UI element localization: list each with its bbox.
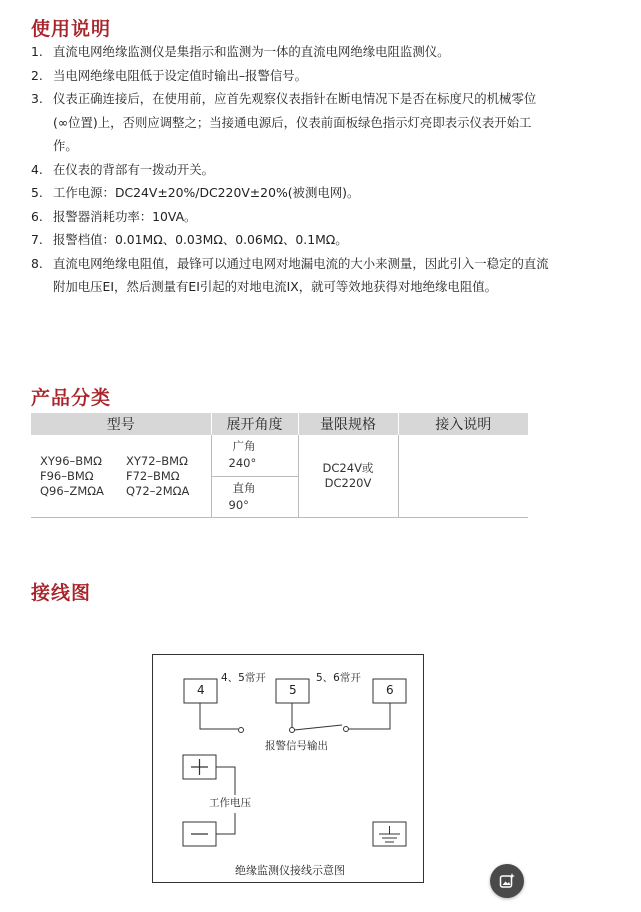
diagram-caption: 绝缘监测仪接线示意图 <box>235 864 345 877</box>
usage-item-3 <box>31 87 551 158</box>
angle-right-cell <box>211 476 298 517</box>
usage-item-number: 1. <box>31 44 43 59</box>
range-line-1: DC24V或 <box>322 460 374 475</box>
usage-item-text: 报警档值：0.01MΩ、0.03MΩ、0.06MΩ、0.1MΩ。 <box>53 232 348 247</box>
usage-item-7 <box>31 228 551 252</box>
angle-wide-cell <box>211 435 298 476</box>
usage-item-2 <box>31 64 551 88</box>
usage-item-text: 在仪表的背部有一拨动开关。 <box>53 161 215 177</box>
usage-item-number: 8. <box>31 255 43 271</box>
wire-4 <box>200 703 238 729</box>
switch-blade <box>294 725 342 730</box>
usage-item-4 <box>31 158 551 182</box>
usage-item-number: 6. <box>31 208 43 224</box>
usage-item-number: 3. <box>31 91 43 106</box>
model-name: XY72–BMΩ <box>126 453 188 468</box>
normally-open-56-label: 5、6常开 <box>316 672 361 684</box>
usage-item-number: 2. <box>31 67 43 83</box>
header-model: 型号 <box>31 413 211 435</box>
table-header-row <box>31 413 528 435</box>
header-range: 量限规格 <box>298 413 398 435</box>
contact-6 <box>344 727 349 732</box>
usage-item-number: 4. <box>31 161 43 177</box>
angle-right-value: 90° <box>228 497 249 512</box>
model-name: F96–BMΩ <box>40 468 94 483</box>
range-cell <box>298 435 398 517</box>
usage-item-text: 仪表正确连接后，在使用前，应首先观察仪表指针在断电情况下是否在标度尺的机械零位(∞位置)上，否则应调整之；当接通电源后，仪表前面板绿色指示灯亮即表示仪表开始工作。 <box>53 91 537 153</box>
usage-item-8 <box>31 252 551 299</box>
model-name: XY96–BMΩ <box>40 453 102 468</box>
header-angle: 展开角度 <box>211 413 298 435</box>
wiring-title: 接线图 <box>31 582 92 604</box>
contact-4 <box>239 728 244 733</box>
note-cell <box>398 435 528 517</box>
header-note: 接入说明 <box>398 413 528 435</box>
alarm-output-label: 报警信号输出 <box>265 740 328 752</box>
terminal-5-label: 5 <box>289 683 297 697</box>
angle-wide-name: 广角 <box>232 439 256 454</box>
usage-item-text: 当电网绝缘电阻低于设定值时输出–报警信号。 <box>53 67 308 83</box>
terminal-6-label: 6 <box>386 683 394 697</box>
usage-item-text: 直流电网绝缘电阻值，最锋可以通过电网对地漏电流的大小来测量，因此引入一稳定的直流附加电压EI，然后测量有EI引起的对地电流IX，就可等效地获得对地绝缘电阻值。 <box>53 255 549 294</box>
terminal-4-label: 4 <box>197 683 205 697</box>
ground-symbol <box>379 826 400 842</box>
model-name: F72–BMΩ <box>126 468 180 483</box>
model-name: Q96–ZMΩA <box>40 483 104 498</box>
usage-item-text: 报警器消耗功率：10VA。 <box>53 208 197 224</box>
category-title: 产品分类 <box>31 387 112 409</box>
usage-item-number: 5. <box>31 185 43 200</box>
angle-wide-value: 240° <box>228 456 257 471</box>
wire-6 <box>349 703 390 729</box>
usage-item-text: 工作电源：DC24V±20%/DC220V±20%(被测电网)。 <box>53 185 360 200</box>
model-name: Q72–2MΩA <box>126 483 190 498</box>
usage-item-5 <box>31 181 551 205</box>
wire-minus <box>216 813 235 834</box>
image-sparkle-icon <box>498 872 516 890</box>
angle-right-name: 直角 <box>232 480 256 495</box>
usage-title: 使用说明 <box>31 18 112 40</box>
range-line-2: DC220V <box>324 475 372 490</box>
image-action-button[interactable] <box>490 864 524 898</box>
plus-symbol <box>191 759 208 775</box>
usage-item-1 <box>31 40 551 64</box>
usage-list <box>31 40 551 299</box>
product-category-table <box>31 413 528 518</box>
wire-plus <box>216 767 235 795</box>
usage-item-6 <box>31 205 551 229</box>
usage-item-text: 直流电网绝缘监测仪是集指示和监测为一体的直流电网绝缘电阻监测仪。 <box>53 44 450 59</box>
model-cell <box>31 435 211 517</box>
usage-item-number: 7. <box>31 232 43 247</box>
work-voltage-label: 工作电压 <box>209 797 251 809</box>
table-row <box>31 435 528 476</box>
normally-open-45-label: 4、5常开 <box>221 672 266 684</box>
wiring-diagram <box>152 654 424 883</box>
contact-5 <box>290 728 295 733</box>
